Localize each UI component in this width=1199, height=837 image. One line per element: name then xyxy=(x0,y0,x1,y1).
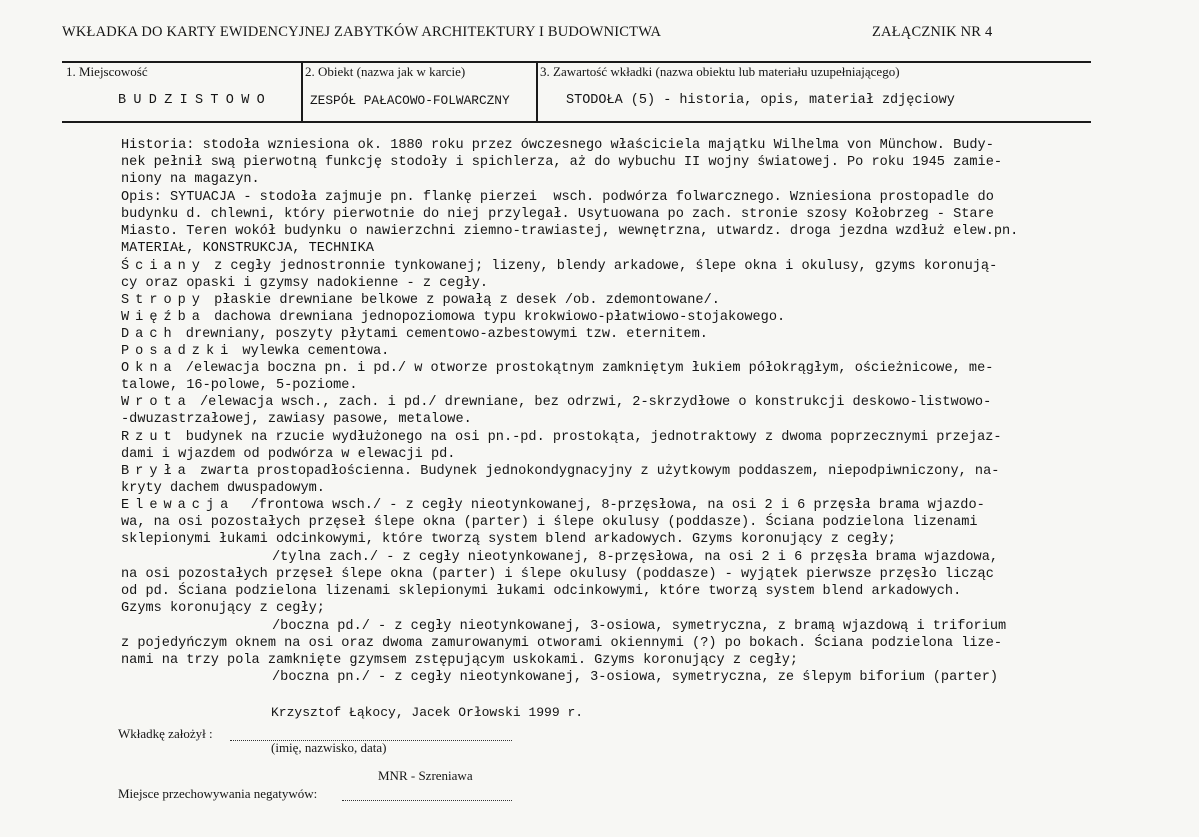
object-label: 2. Obiekt (nazwa jak w karcie) xyxy=(305,64,466,79)
text-line: cy oraz opaski i gzymsy nadokienne - z cegły. xyxy=(121,276,489,291)
locality-value: BUDZISTOWO xyxy=(118,93,273,108)
storage-line xyxy=(342,799,512,801)
text-line: Więźba dachowa drewniana jednopoziomowa typu krokwiowo-płatwiowo-stojakowego. xyxy=(121,310,786,325)
text-line: Ściany z cegły jednostronnie tynkowanej; lizeny, blendy arkadowe, ślepe okna i okulusy, gzyms koronują- xyxy=(121,259,998,274)
section-heading: Dach xyxy=(121,327,178,342)
prepared-by-label: Wkładkę założył : xyxy=(118,726,213,741)
text-line: nami na trzy pola zamknięte gzymsem zstępującym uskokami. Gzyms koronujący z cegły; xyxy=(121,653,799,668)
section-heading: Okna xyxy=(121,361,178,376)
text-line: Posadzki wylewka cementowa. xyxy=(121,344,390,359)
storage-value: MNR - Szreniawa xyxy=(378,768,473,783)
text-line: Historia: stodoła wzniesiona ok. 1880 roku przez ówczesnego właściciela majątku Wilhelma von Münchow. Budy- xyxy=(121,138,994,153)
table-bottom-rule xyxy=(62,121,1091,123)
text-line: z pojedyńczym oknem na osi oraz dwoma zamurowanymi otworami okiennymi (?) po bokach. Ściana podzielona lize- xyxy=(121,636,1003,651)
section-heading: Posadzki xyxy=(121,344,235,359)
text-line: na osi pozostałych przęseł ślepe okna (parter) i ślepe okulusy (poddasze) - wyjątek pierwsze przęsło licząc xyxy=(121,567,994,582)
section-heading: Ściany xyxy=(121,259,206,274)
text-line: Wrota /elewacja wsch., zach. i pd./ drewniane, bez odrzwi, 2-skrzydłowe o konstrukcji deskowo-listwowo- xyxy=(121,395,992,410)
text-line: kryty dachem dwuspadowym. xyxy=(121,481,325,496)
attachment-number: ZAŁĄCZNIK NR 4 xyxy=(872,24,993,40)
text-line: od pd. Ściana podzielona lizenami sklepionymi łukami odcinkowymi, które tworzą system blend arkadowych. xyxy=(121,584,962,599)
text-line: dami i wjazdem od podwórza w elewacji pd. xyxy=(121,447,456,462)
table-divider-1 xyxy=(301,61,303,122)
table-divider-2 xyxy=(536,61,538,122)
text-line: Dach drewniany, poszyty płytami cementowo-azbestowymi tzw. eternitem. xyxy=(121,327,708,342)
text-line: Opis: SYTUACJA - stodoła zajmuje pn. flankę pierzei wsch. podwórza folwarcznego. Wzniesiona prostopadle do xyxy=(121,190,994,205)
text-line: Stropy płaskie drewniane belkowe z powałą z desek /ob. zdemontowane/. xyxy=(121,293,720,308)
prepared-by-hint: (imię, nazwisko, data) xyxy=(271,740,387,755)
text-line: wa, na osi pozostałych przęseł ślepe okna (parter) i ślepe okulusy (poddasze). Ściana podzielona lizenami xyxy=(121,515,978,530)
authors-signature: Krzysztof Łąkocy, Jacek Orłowski 1999 r. xyxy=(271,705,584,720)
text-line: Miasto. Teren wokół budynku o nawierzchni ziemno-trawiastej, wewnętrzna, utwardz. droga jezdna wzdłuż elew.pn. xyxy=(121,224,1019,239)
text-line: Okna /elewacja boczna pn. i pd./ w otworze prostokątnym zamkniętym łukiem półokrągłym, ościeżnicowe, me- xyxy=(121,361,994,376)
text-line: Rzut budynek na rzucie wydłużonego na osi pn.-pd. prostokąta, jednotraktowy z dwoma poprzecznymi przejaz- xyxy=(121,430,1002,445)
text-line: /boczna pd./ - z cegły nieotynkowanej, 3-osiowa, symetryczna, z bramą wjazdową i triforium xyxy=(272,619,1007,634)
text-line: sklepionymi łukami odcinkowymi, które tworzą system blend arkadowych. Gzyms koronujący z cegły; xyxy=(121,532,896,547)
content-label: 3. Zawartość wkładki (nazwa obiektu lub materiału uzupełniającego) xyxy=(540,64,900,79)
section-heading: Stropy xyxy=(121,293,206,308)
text-line: -dwuzastrzałowej, zawiasy pasowe, metalowe. xyxy=(121,412,472,427)
text-line: Bryła zwarta prostopadłościenna. Budynek jednokondygnacyjny z użytkowym poddaszem, niepodpiwniczony, na- xyxy=(121,464,1000,479)
text-line: Elewacja /frontowa wsch./ - z cegły nieotynkowanej, 8-przęsłowa, na osi 2 i 6 przęsła brama wjazdo- xyxy=(121,498,985,513)
section-heading: Elewacja xyxy=(121,498,235,513)
text-line: /tylna zach./ - z cegły nieotynkowanej, 8-przęsłowa, na osi 2 i 6 przęsła brama wjazdowa, xyxy=(272,550,999,565)
text-line: Gzyms koronujący z cegły; xyxy=(121,601,325,616)
section-heading: Wrota xyxy=(121,395,192,410)
locality-label: 1. Miejscowość xyxy=(66,64,148,79)
content-value: STODOŁA (5) - historia, opis, materiał zdjęciowy xyxy=(566,93,955,108)
section-heading: Bryła xyxy=(121,464,192,479)
section-heading: Więźba xyxy=(121,310,206,325)
text-line: niony na magazyn. xyxy=(121,172,260,187)
object-value: ZESPÓŁ PAŁACOWO-FOLWARCZNY xyxy=(310,93,510,108)
text-line: nek pełnił swą pierwotną funkcję stodoły i spichlerza, aż do wybuchu II wojny światowej. Po roku 1945 zamie- xyxy=(121,155,1003,170)
text-line: talowe, 16-polowe, 5-poziome. xyxy=(121,378,358,393)
storage-label: Miejsce przechowywania negatywów: xyxy=(118,786,318,801)
text-line: budynku d. chlewni, który pierwotnie do niej przylegał. Usytuowana po zach. stronie szosy Kołobrzeg - Stare xyxy=(121,207,994,222)
text-line: /boczna pn./ - z cegły nieotynkowanej, 3-osiowa, symetryczna, ze ślepym biforium (parter) xyxy=(272,670,999,685)
section-heading: Rzut xyxy=(121,430,178,445)
form-title: WKŁADKA DO KARTY EWIDENCYJNEJ ZABYTKÓW ARCHITEKTURY I BUDOWNICTWA xyxy=(62,24,662,40)
table-top-rule xyxy=(62,61,1091,63)
text-line: MATERIAŁ, KONSTRUKCJA, TECHNIKA xyxy=(121,241,374,256)
